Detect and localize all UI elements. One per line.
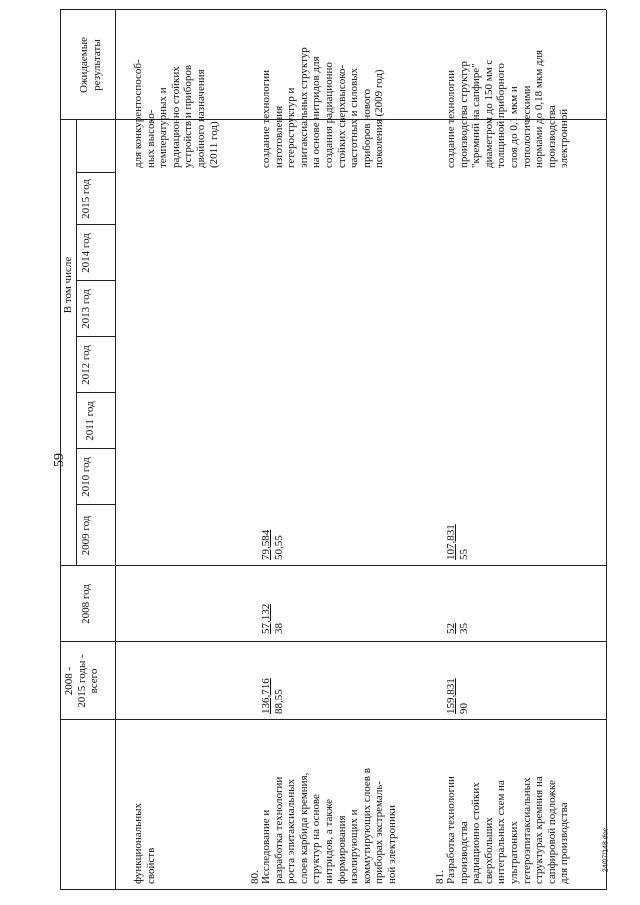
header-year-2011: 2011 год <box>84 401 96 441</box>
header-results: Ожидаемые результаты <box>78 36 103 94</box>
header-year-2015: 2015 год <box>80 179 92 219</box>
header-year-2012: 2012 год <box>80 345 92 385</box>
row-total: 159,831 90 <box>445 678 470 714</box>
row-2008: 52 35 <box>445 623 470 634</box>
header-year-2009: 2009 год <box>80 515 92 556</box>
row-result: создание технологии производства структур "кремний на сапфире" диаметром до 150 мм с толщиной приборного слоя до 0,1 мкм и топологическими нормами до 0,18 мкм для производства электронной <box>445 49 571 168</box>
row-2009: 107,831 55 <box>445 524 470 560</box>
header-year-2014: 2014 год <box>80 233 92 273</box>
table-left-border <box>60 889 606 890</box>
row-2009: 79,584 50,55 <box>260 529 285 560</box>
row-number: 80. <box>249 870 261 884</box>
header-in-that-number: В том числе <box>62 256 74 314</box>
page-number: 59 <box>52 453 67 467</box>
header-year-2010: 2010 год <box>80 457 92 497</box>
row-name: Разработка технологии производства радиационно стойких сверхбольших интегральных схем на ультратонких гетероэпитаксиальных структурах кремния на сапфировой подложке для производства <box>445 776 571 884</box>
header-year-2013: 2013 год <box>80 289 92 329</box>
table-top-border <box>60 10 61 890</box>
row-2008: 57,132 38 <box>260 603 285 634</box>
column-divider <box>60 641 606 642</box>
row-result: создание технологии изготовления гетероструктур и эпитаксиальных структур на основе нитридов для создания радиационно стойких сверхвысоко- частотных и силовых приборов нового поколения (2009 год) <box>260 47 386 168</box>
table-right-border <box>60 9 606 10</box>
rotated-table <box>60 10 620 890</box>
row-number: 81. <box>434 870 446 884</box>
header-total: 2008 - 2015 годы - всего <box>63 654 101 708</box>
row-total: 136,716 88,55 <box>260 678 285 714</box>
row-result: для конкурентоспособ- ных высоко- температурных и радиационно стойких устройств и приборов двойного назначения (2011 год) <box>132 59 220 168</box>
column-divider <box>60 565 606 566</box>
subheader-border <box>76 120 77 566</box>
table-bottom-border <box>606 10 607 890</box>
header-bottom-border <box>115 10 116 890</box>
row-name: Исследование и разработка технологии роста эпитаксиальных слоев карбида кремния, структур на основе нитридов, а также формирования изолирующих и коммутирующих слоев в приборах экстремаль- ной электроники <box>260 768 398 884</box>
row-name: функциональных свойств <box>132 802 157 884</box>
footer-filename: 24/07/148.doc <box>602 827 610 873</box>
header-year-2008: 2008 год <box>80 584 92 624</box>
